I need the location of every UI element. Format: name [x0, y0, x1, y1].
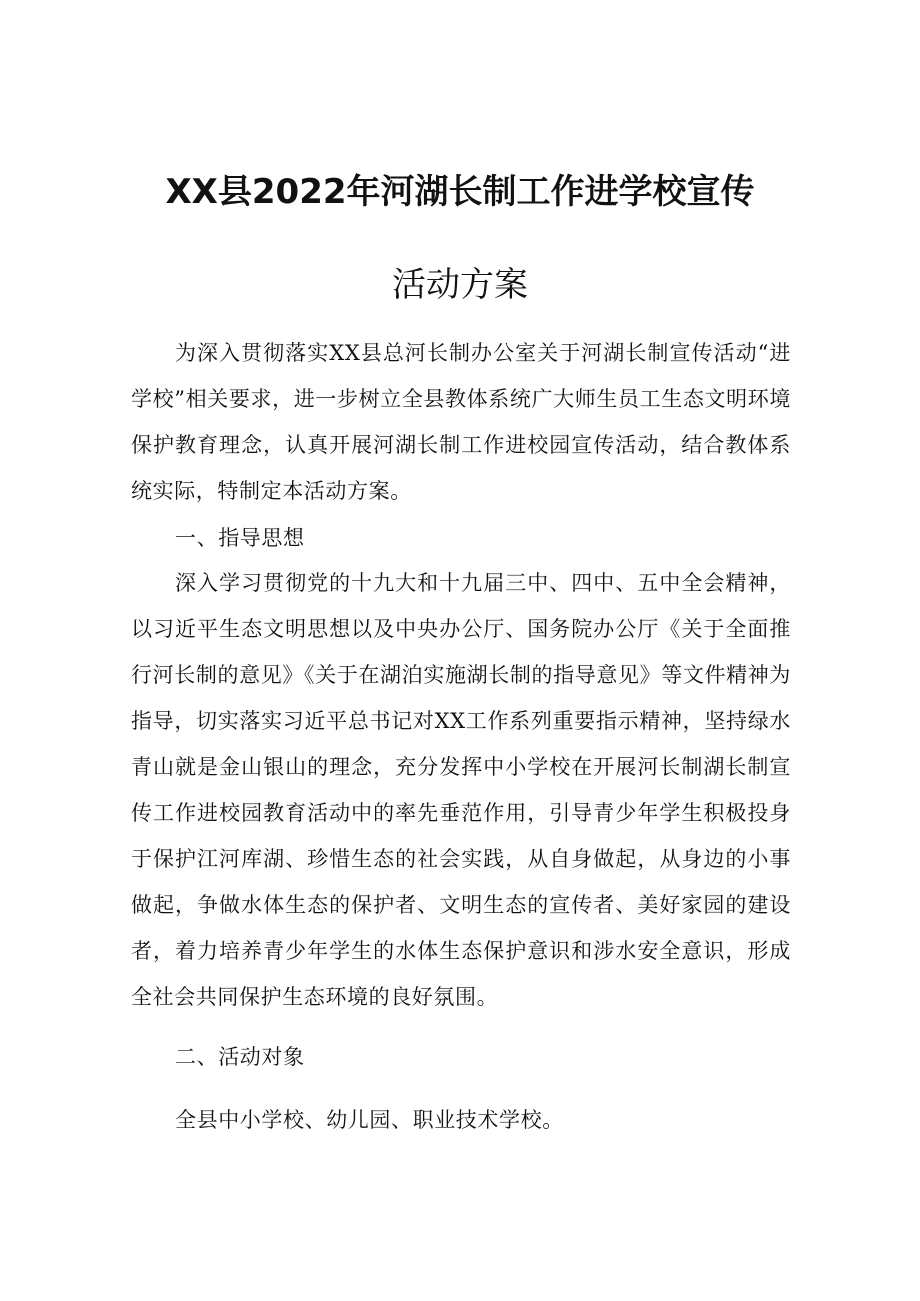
section-heading-guiding-thought: 一、指导思想	[175, 526, 305, 550]
section-heading-activity-target: 二、活动对象	[175, 1045, 305, 1069]
document-title-line-1: XX县2022年河湖长制工作进学校宣传	[165, 172, 755, 212]
activity-target-paragraph: 全县中小学校、幼儿园、职业技术学校。	[175, 1108, 564, 1132]
document-title-line-2: 活动方案	[392, 265, 528, 305]
intro-paragraph: 为深入贯彻落实XX县总河长制办公室关于河湖长制宣传活动“进学校”相关要求，进一步树立全县教体系统广大师生员工生态文明环境保护教育理念，认真开展河湖长制工作进校园宣传活动，结合教体系统实际，特制定本活动方案。	[131, 341, 791, 503]
guiding-thought-paragraph: 深入学习贯彻党的十九大和十九届三中、四中、五中全会精神，以习近平生态文明思想以及中央办公厅、国务院办公厅《关于全面推行河长制的意见》《关于在湖泊实施湖长制的指导意见》等文件精神为指导，切实落实习近平总书记对XX工作系列重要指示精神，坚持绿水青山就是金山银山的理念，充分发挥中小学校在开展河长制湖长制宣传工作进校园教育活动中的率先垂范作用，引导青少年学生积极投身于保护江河库湖、珍惜生态的社会实践，从自身做起，从身边的小事做起，争做水体生态的保护者、文明生态的宣传者、美好家园的建设者，着力培养青少年学生的水体生态保护意识和涉水安全意识，形成全社会共同保护生态环境的良好氛围。	[131, 571, 791, 1009]
